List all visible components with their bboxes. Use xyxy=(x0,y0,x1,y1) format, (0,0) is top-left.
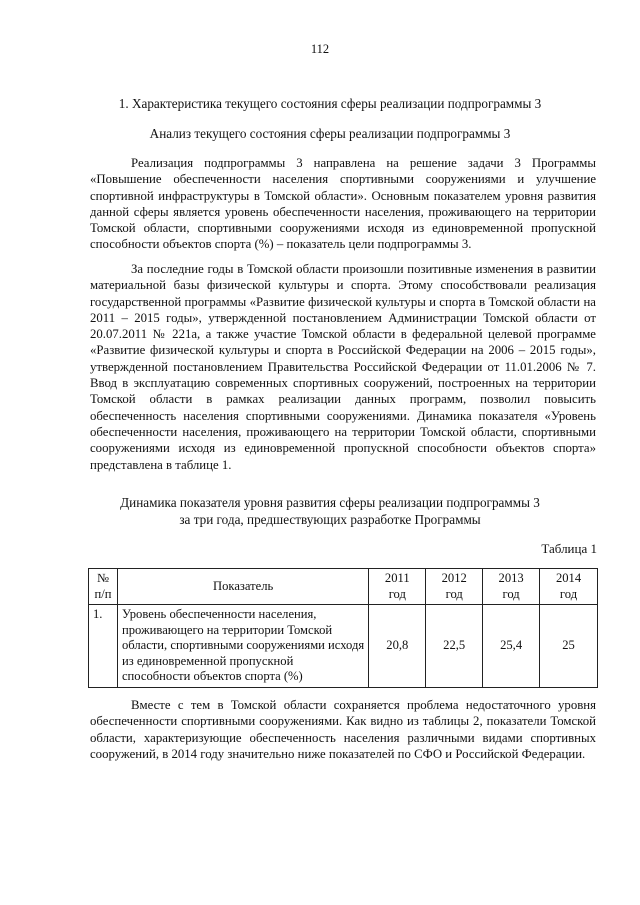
header-year-2014 xyxy=(540,569,598,605)
header-year-2012 xyxy=(426,569,483,605)
value-2012: 22,5 xyxy=(426,605,483,688)
row-indicator: Уровень обеспеченности населения, проживающего на территории Томской области, спортивными сооружениями исходя из единовременной пропускной способности объектов спорта (%) xyxy=(117,605,368,688)
paragraph-changes: За последние годы в Томской области произошли позитивные изменения в развитии материальной базы физической культуры и спорта. Этому способствовали реализация государственной программы «Развитие физической культуры и спорта в Томской области на 2011 – 2015 годы», утвержденной постановлением Администрации Томской области от 20.07.2011 № 221а, а также участие Томской области в федеральной целевой программе «Развитие физической культуры и спорта в Российской Федерации на 2006 – 2015 годы», утвержденной постановлением Правительства Российской Федерации от 11.01.2006 № 7. Ввод в эксплуатацию современных спортивных сооружений, построенных на территории Томской области в рамках реализации данных программ, позволил повысить обеспеченность населения спортивными сооружениями. Динамика показателя «Уровень обеспеченности населения, проживающего на территории Томской области, спортивными сооружениями исходя из единовременной пропускной способности объектов спорта» представлена в таблице 1. xyxy=(90,262,596,472)
header-year-2013 xyxy=(483,569,540,605)
value-2011: 20,8 xyxy=(369,605,426,688)
value-2013: 25,4 xyxy=(483,605,540,688)
header-year-value: 2012 xyxy=(441,571,467,585)
header-year-value: 2014 xyxy=(555,571,582,585)
paragraph-problem: Вместе с тем в Томской области сохраняется проблема недостаточного уровня обеспеченности спортивными сооружениями. Как видно из таблицы 2, показатели Томской области, характеризующие обеспеченность населения различными видами спортивных сооружений, в 2014 году значительно ниже показателей по СФО и Российской Федерации. xyxy=(90,698,596,761)
table-caption-line2: за три года, предшествующих разработке Программы xyxy=(179,512,481,527)
header-year-value: 2013 xyxy=(498,571,524,585)
table-header-row xyxy=(89,569,598,605)
header-year-unit: год xyxy=(502,586,520,601)
header-indicator: Показатель xyxy=(117,569,368,605)
header-year-unit: год xyxy=(559,586,578,601)
value-2014: 25 xyxy=(540,605,598,688)
header-number-abbr: п/п xyxy=(94,586,112,601)
table-label: Таблица 1 xyxy=(541,541,597,556)
section-heading: 1. Характеристика текущего состояния сферы реализации подпрограммы 3 xyxy=(118,96,542,111)
header-year-unit: год xyxy=(388,586,406,601)
row-number: 1. xyxy=(89,605,118,688)
indicator-table xyxy=(88,568,598,688)
header-year-2011 xyxy=(369,569,426,605)
table-caption xyxy=(60,494,600,528)
header-year-unit: год xyxy=(445,586,463,601)
page-number: 112 xyxy=(310,42,330,56)
table-row xyxy=(89,605,598,688)
table-caption-line1: Динамика показателя уровня развития сферы реализации подпрограммы 3 xyxy=(120,495,540,510)
header-year-value: 2011 xyxy=(384,571,410,585)
header-number-symbol: № xyxy=(96,571,109,585)
paragraph-intro: Реализация подпрограммы 3 направлена на решение задачи 3 Программы «Повышение обеспеченности населения спортивными сооружениями и улучшение спортивной инфраструктуры в Томской области». Основным показателем уровня развития данной сферы является уровень обеспеченности населения, проживающего на территории Томской области, спортивными сооружениями исходя из единовременной пропускной способности объектов спорта (%) – показатель цели подпрограммы 3. xyxy=(90,156,596,252)
header-number xyxy=(89,569,118,605)
subsection-heading: Анализ текущего состояния сферы реализации подпрограммы 3 xyxy=(149,126,511,141)
